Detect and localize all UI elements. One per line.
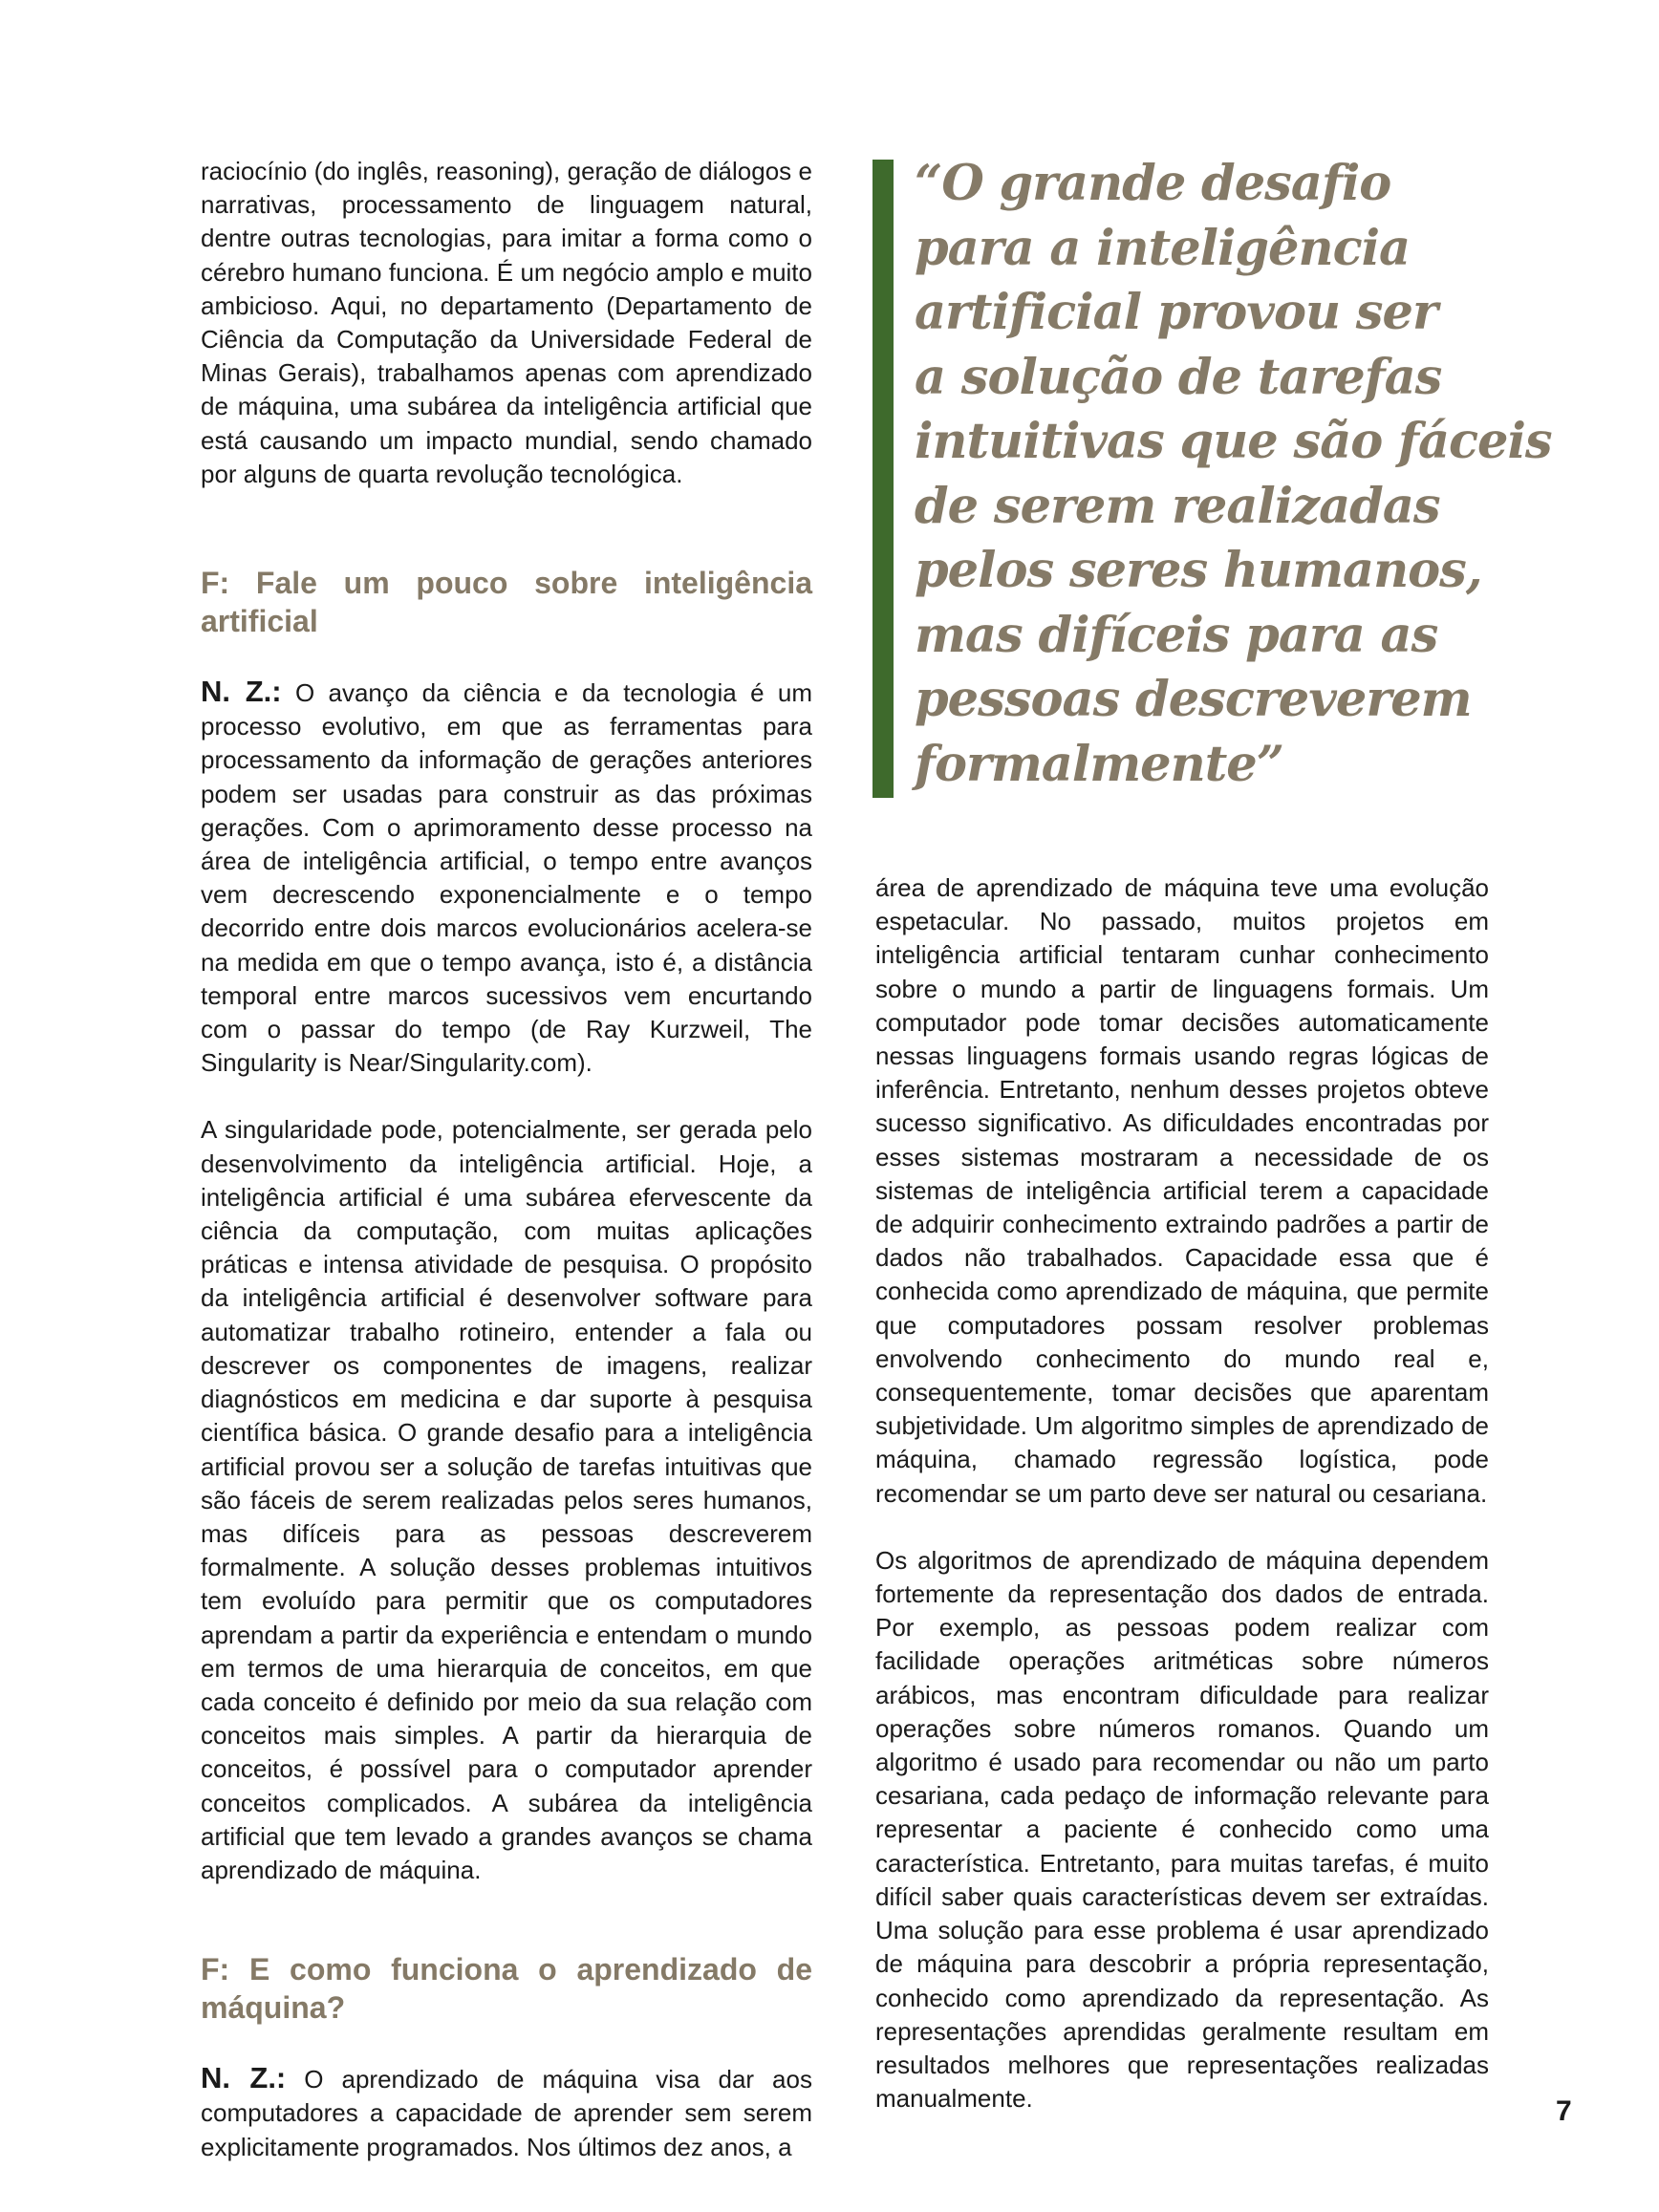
answer-paragraph-ml bbox=[201, 2061, 812, 2164]
left-column bbox=[201, 155, 812, 2164]
answer-paragraph-ai bbox=[201, 675, 812, 1080]
interviewee-label: N. Z.: bbox=[201, 675, 282, 709]
intro-paragraph: raciocínio (do inglês, reasoning), geração de diálogos e narrativas, processamento de linguagem natural, dentre outras tecnologias, para imitar a forma como o cérebro humano funciona. É um negócio amplo e muito ambicioso. Aqui, no departamento (Departamento de Ciência da Computação da Universidade Federal de Minas Gerais), trabalhamos apenas com aprendizado de máquina, uma subárea da inteligência artificial que está causando um impacto mundial, sendo chamado por alguns de quarta revolução tecnológica. bbox=[201, 157, 812, 488]
answer-text: O avanço da ciência e da tecnologia é um processo evolutivo, em que as ferramentas para processamento da informação de gerações anteriores podem ser usadas para construir as das próximas gerações. Com o aprimoramento desse processo na área de inteligência artificial, o tempo entre avanços vem decrescendo exponencialmente e o tempo decorrido entre dois marcos evolucionários acelera-se na medida em que o tempo avança, isto é, a distância temporal entre marcos sucessivos vem encurtando com o passar do tempo (de Ray Kurzweil, The Singularity is Near/Singularity.com). bbox=[201, 678, 812, 1078]
interviewee-label: N. Z.: bbox=[201, 2061, 287, 2095]
answer-text: O aprendizado de máquina visa dar aos computadores a capacidade de aprender sem serem explicitamente programados. Nos últimos dez anos, a bbox=[201, 2065, 812, 2161]
right-column bbox=[875, 871, 1489, 2115]
representation-paragraph: Os algoritmos de aprendizado de máquina dependem fortemente da representação dos dados de entrada. Por exemplo, as pessoas podem realizar com facilidade operações aritméticas sobre números arábicos, mas encontram dificuldade para realizar operações sobre números romanos. Quando um algoritmo é usado para recomendar ou não um parto cesariana, cada pedaço de informação relevante para representar a paciente é conhecido como uma característica. Entretanto, para muitas tarefas, é muito difícil saber quais características devem ser extraídas. Uma solução para esse problema é usar aprendizado de máquina para descobrir a própria representação, conhecido como aprendizado da representação. As representações aprendidas geralmente resultam em resultados melhores que representações realizadas manualmente. bbox=[875, 1545, 1489, 2114]
pull-quote-bar bbox=[873, 160, 894, 798]
page-number: 7 bbox=[1556, 2095, 1572, 2127]
question-heading-ai: F: Fale um pouco sobre inteligência artificial bbox=[201, 566, 812, 639]
pull-quote: “O grande desafio para a inteligência artificial provou ser a solução de tarefas intuitivas que são fáceis de serem realizadas pelos seres humanos, mas difíceis para as pessoas descreverem formalmente” bbox=[915, 155, 1552, 793]
ml-evolution-paragraph: área de aprendizado de máquina teve uma evolução espetacular. No passado, muitos projetos em inteligência artificial tentaram cunhar conhecimento sobre o mundo a partir de linguagens formais. Um computador pode tomar decisões automaticamente nessas linguagens formais usando regras lógicas de inferência. Entretanto, nenhum desses projetos obteve sucesso significativo. As dificuldades encontradas por esses sistemas mostraram a necessidade de os sistemas de inteligência artificial terem a capacidade de adquirir conhecimento extraindo padrões a partir de dados não trabalhados. Capacidade essa que é conhecida como aprendizado de máquina, que permite que computadores possam resolver problemas envolvendo conhecimento do mundo real e, consequentemente, tomar decisões que aparentam subjetividade. Um algoritmo simples de aprendizado de máquina, chamado regressão logística, pode recomendar se um parto deve ser natural ou cesariana. bbox=[875, 873, 1489, 1508]
question-heading-ml: F: E como funciona o aprendizado de máquina? bbox=[201, 1952, 812, 2026]
singularity-paragraph: A singularidade pode, potencialmente, ser gerada pelo desenvolvimento da inteligência artificial. Hoje, a inteligência artificial é uma subárea efervescente da ciência da computação, com muitas aplicações práticas e intensa atividade de pesquisa. O propósito da inteligência artificial é desenvolver software para automatizar trabalho rotineiro, entender a fala ou descrever os componentes de imagens, realizar diagnósticos em medicina e dar suporte à pesquisa científica básica. O grande desafio para a inteligência artificial provou ser a solução de tarefas intuitivas que são fáceis de serem realizadas pelos seres humanos, mas difíceis para as pessoas descreverem formalmente. A solução desses problemas intuitivos tem evoluído para permitir que os computadores aprendam a partir da experiência e entendam o mundo em termos de uma hierarquia de conceitos, em que cada conceito é definido por meio da sua relação com conceitos mais simples. A partir da hierarquia de conceitos, é possível para o computador aprender conceitos complicados. A subárea da inteligência artificial que tem levado a grandes avanços se chama aprendizado de máquina. bbox=[201, 1115, 812, 1884]
